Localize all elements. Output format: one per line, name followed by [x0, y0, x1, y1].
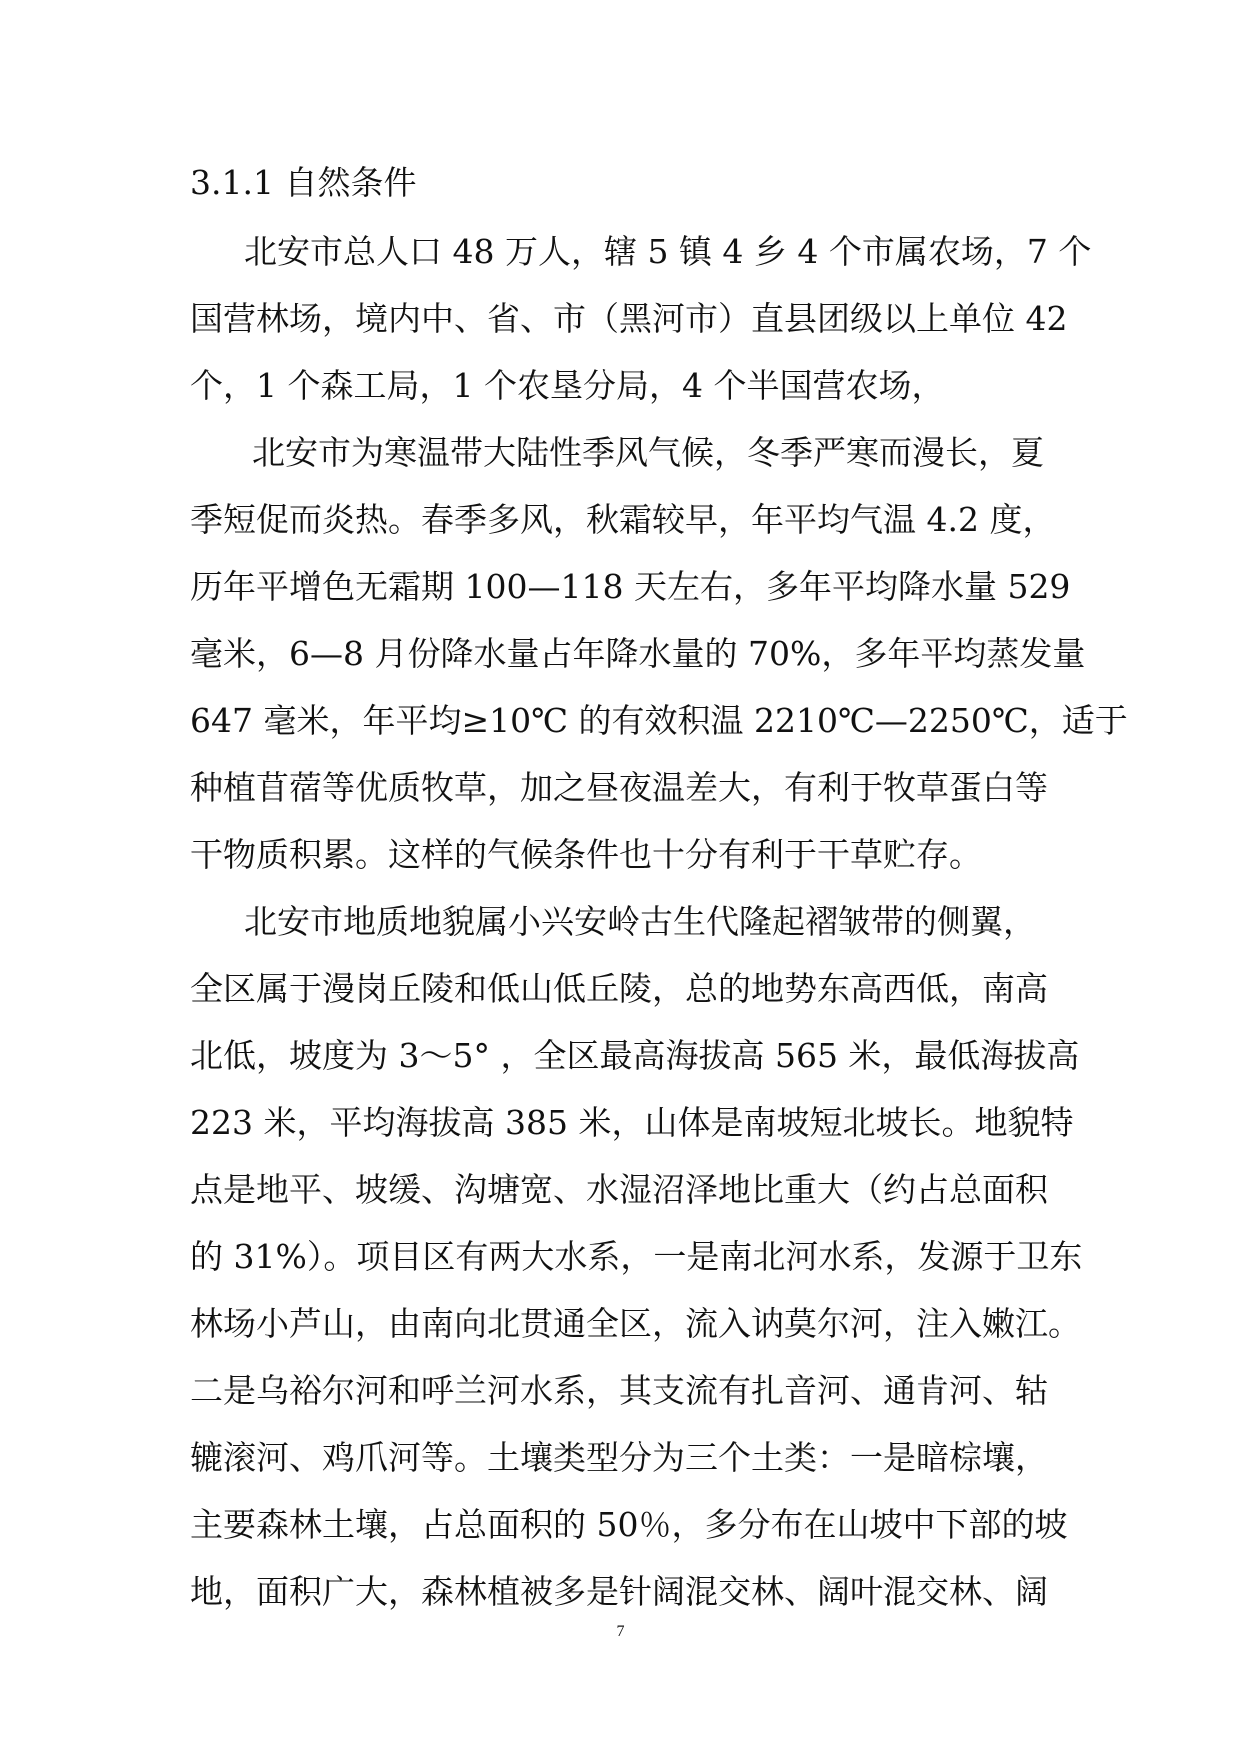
paragraph-line: 地，面积广大，森林植被多是针阔混交林、阔叶混交林、阔	[190, 1572, 1048, 1611]
paragraph-line: 主要森林土壤，占总面积的 50％，多分布在山坡中下部的坡	[190, 1505, 1068, 1544]
paragraph-line: 干物质积累。这样的气候条件也十分有利于干草贮存。	[190, 835, 982, 874]
paragraph-line: 辘滚河、鸡爪河等。土壤类型分为三个土类：一是暗棕壤，	[190, 1438, 1048, 1477]
paragraph-line: 点是地平、坡缓、沟塘宽、水湿沼泽地比重大（约占总面积	[190, 1170, 1048, 1209]
paragraph-line: 223 米，平均海拔高 385 米，山体是南坡短北坡长。地貌特	[190, 1103, 1074, 1142]
paragraph-line: 全区属于漫岗丘陵和低山低丘陵，总的地势东高西低，南高	[190, 969, 1048, 1008]
paragraph-line: 的 31%）。项目区有两大水系，一是南北河水系，发源于卫东	[190, 1237, 1083, 1276]
paragraph-line: 季短促而炎热。春季多风，秋霜较早，年平均气温 4.2 度，	[190, 500, 1056, 539]
paragraph-line: 个，1 个森工局，1 个农垦分局，4 个半国营农场，	[190, 366, 945, 405]
paragraph-line: 北安市为寒温带大陆性季风气候，冬季严寒而漫长，夏	[252, 433, 1044, 472]
paragraph-line: 历年平增色无霜期 100—118 天左右，多年平均降水量 529	[190, 567, 1071, 606]
paragraph-line: 二是乌裕尔河和呼兰河水系，其支流有扎音河、通肯河、轱	[190, 1371, 1048, 1410]
paragraph-line: 647 毫米，年平均≥10℃ 的有效积温 2210℃—2250℃，适于	[190, 701, 1128, 740]
page-number: 7	[616, 1623, 625, 1640]
paragraph-line: 北安市地质地貌属小兴安岭古生代隆起褶皱带的侧翼，	[244, 902, 1036, 941]
section-heading: 3.1.1 自然条件	[190, 163, 417, 202]
paragraph-line: 国营林场，境内中、省、市（黑河市）直县团级以上单位 42	[190, 299, 1068, 338]
paragraph-line: 林场小芦山，由南向北贯通全区，流入讷莫尔河，注入嫩江。	[190, 1304, 1081, 1343]
paragraph-line: 北安市总人口 48 万人，辖 5 镇 4 乡 4 个市属农场，7 个	[244, 232, 1092, 271]
paragraph-line: 毫米，6—8 月份降水量占年降水量的 70%，多年平均蒸发量	[190, 634, 1086, 673]
paragraph-line: 种植苜蓿等优质牧草，加之昼夜温差大，有利于牧草蛋白等	[190, 768, 1048, 807]
paragraph-line: 北低，坡度为 3～5° ，全区最高海拔高 565 米，最低海拔高	[190, 1036, 1080, 1075]
